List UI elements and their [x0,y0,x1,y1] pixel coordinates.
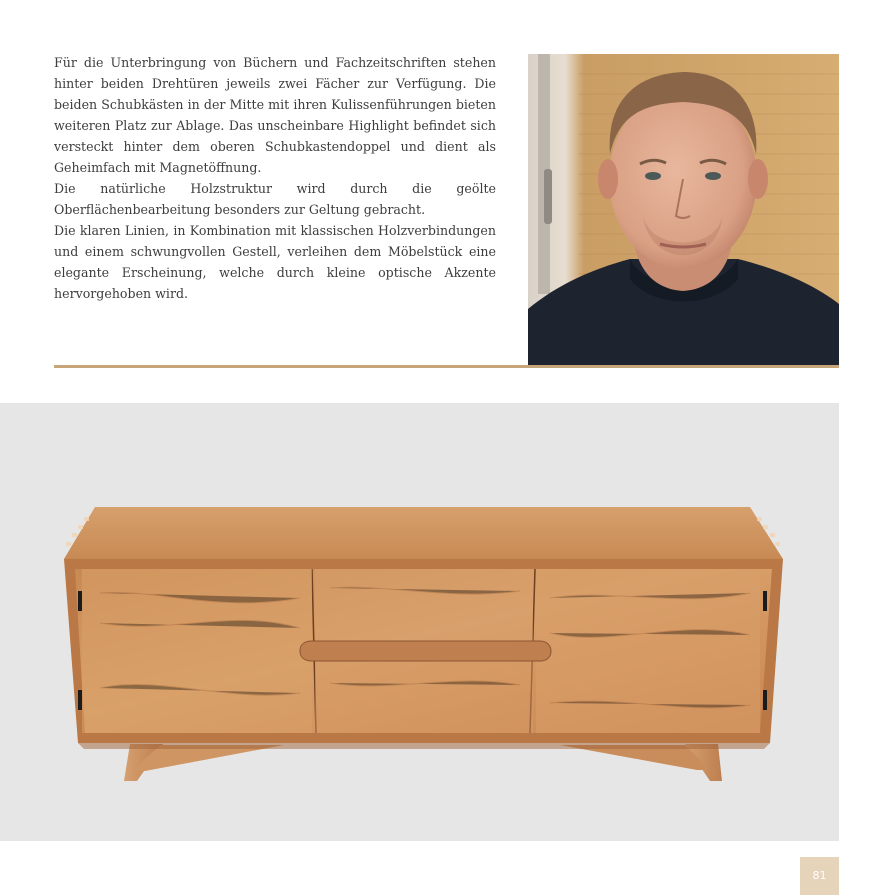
page-number: 81 [800,857,839,895]
gold-divider-rule [54,365,839,368]
sideboard-illustration [0,403,839,841]
paragraph-wood-structure: Die natürliche Holzstruktur wird durch die geölte Oberflächenbearbeitung besonders zur Geltung gebracht. [54,181,496,217]
body-text [54,52,496,304]
sideboard-product-photo [0,403,839,841]
paragraph-storage: Für die Unterbringung von Büchern und Fachzeitschriften stehen hinter beiden Drehtüren jeweils zwei Fächer zur Verfügung. Die beiden Schubkästen in der Mitte mit ihren Kulissenführungen bieten weiteren Platz zur Ablage. Das unscheinbare Highlight befindet sich versteckt hinter dem oberen Schubkastendoppel und dient als Geheimfach mit Magnetöffnung. [54,55,496,175]
designer-portrait-photo [528,54,839,366]
paragraph-design: Die klaren Linien, in Kombination mit klassischen Holzverbindungen und einem schwungvollen Gestell, verleihen dem Möbelstück eine elegante Erscheinung, welche durch kleine optische Akzente hervorgehoben wird. [54,223,496,301]
portrait-illustration [528,54,839,366]
